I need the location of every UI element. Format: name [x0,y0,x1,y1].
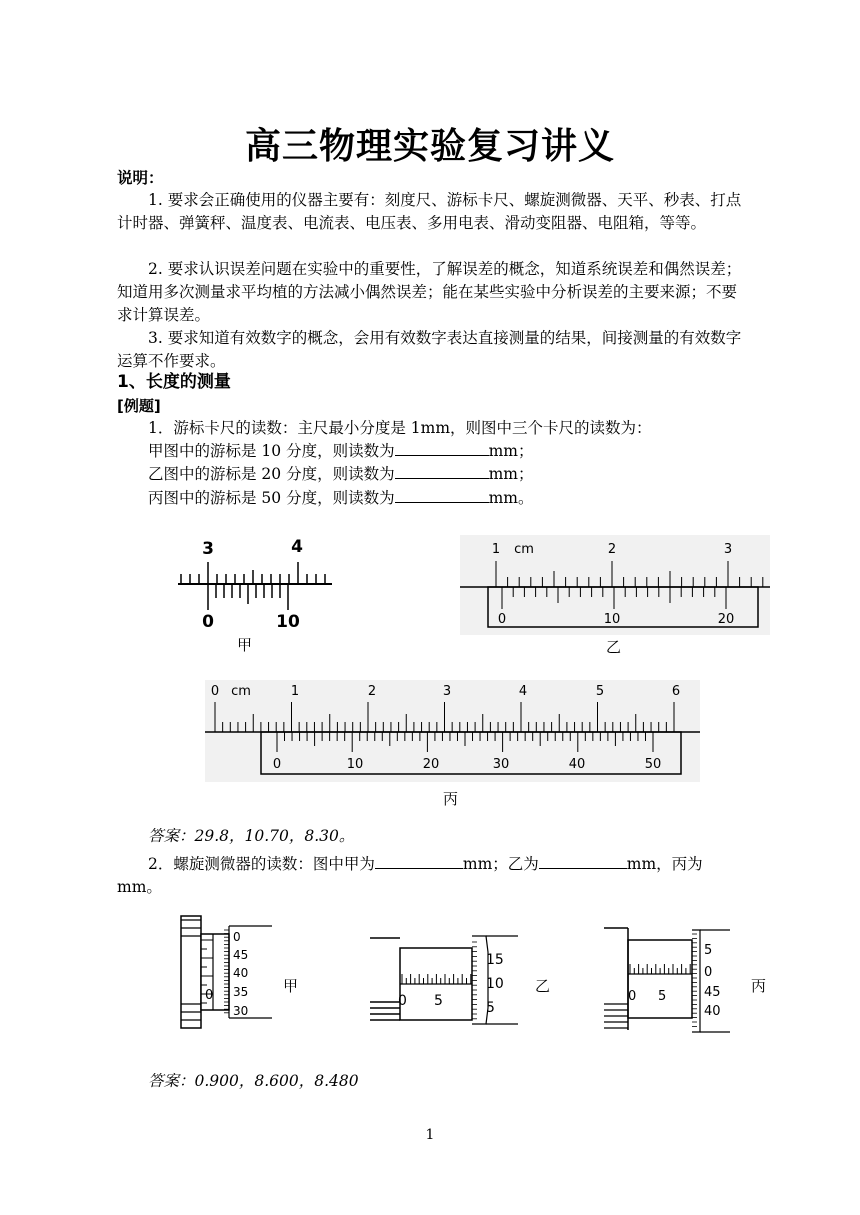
q1-line-yi: 乙图中的游标是 20 分度，则读数为 mm； [148,465,534,483]
thimble-label: 10 [486,976,504,992]
thimble-label: 0 [704,965,713,980]
vernier-label: 30 [492,757,510,772]
sleeve-label: 5 [434,993,443,1009]
thimble-label: 40 [704,1004,721,1019]
answer-blank[interactable] [395,441,489,456]
section-heading: 1、长度的测量 [117,372,231,392]
sleeve-label: 0 [628,989,637,1004]
intro-item-1: 1. 要求会正确使用的仪器主要有：刻度尺、游标卡尺、螺旋测微器、天平、秒表、打点计时器、弹簧秤、温度表、电流表、电压表、多用电表、滑动变阻器、电阻箱，等等。 [117,191,742,232]
page-number: 1 [425,1127,435,1143]
intro-item-3: 3. 要求知道有效数字的概念，会用有效数字表达直接测量的结果，间接测量的有效数字运算不作要求。 [117,329,742,370]
thimble-label: 0 [233,930,241,944]
figure-caption-mic-yi: 乙 [535,977,551,995]
vernier-label: 10 [276,612,300,632]
figure-caption-bing: 丙 [443,790,459,808]
vernier-label: 20 [717,612,735,627]
page-title: 高三物理实验复习讲义 [244,126,615,167]
answer-blank[interactable] [539,854,627,869]
sleeve-label: 0 [398,993,407,1009]
unit-label: cm [231,684,251,699]
caliper-figure-jia [170,530,340,635]
thimble-label: 30 [233,1004,249,1018]
thimble-label: 5 [704,943,713,958]
thimble-label: 5 [486,1000,495,1016]
figure-caption-yi: 乙 [606,638,622,656]
thimble-label: 45 [233,948,249,962]
main-scale-label: 0 [210,684,220,699]
unit-label: cm [514,542,534,557]
intro-heading: 说明： [117,169,164,187]
sleeve-label: 5 [658,989,667,1004]
intro-item-2: 2. 要求认识误差问题在实验中的重要性，了解误差的概念，知道系统误差和偶然误差；知道用多次测量求平均植的方法减小偶然误差；能在某些实验中分析误差的主要来源；不要求计算误差。 [117,260,742,324]
answer-blank[interactable] [395,464,489,479]
thimble-label: 45 [704,985,721,1000]
main-scale-label: 6 [671,684,681,699]
figure-caption-jia: 甲 [237,636,253,654]
q1-line-bing: 丙图中的游标是 50 分度，则读数为 mm。 [148,489,534,507]
example-label: [例题] [117,397,161,415]
main-scale-label: 1 [491,542,501,557]
vernier-label: 10 [346,757,364,772]
main-scale-label: 1 [290,684,300,699]
main-scale-label: 3 [202,539,214,559]
answer-blank[interactable] [395,488,489,503]
figure-caption-mic-jia: 甲 [283,977,299,995]
vernier-label: 20 [422,757,440,772]
micrometer-figure-bing [600,924,734,1036]
vernier-label: 50 [644,757,662,772]
q1-line-jia: 甲图中的游标是 10 分度，则读数为 mm； [148,442,534,460]
answer-blank[interactable] [375,854,463,869]
caliper-figure-bing [205,680,700,782]
q2-stem: 2．螺旋测微器的读数：图中甲为 mm；乙为 mm，丙为 [148,855,703,873]
q1-answer: 答案：29.8，10.70，8.30。 [148,827,355,845]
main-scale-label: 2 [607,542,617,557]
figure-caption-mic-bing: 丙 [751,977,767,995]
main-scale-label: 5 [595,684,605,699]
main-scale-label: 4 [291,537,303,557]
q2-answer: 答案：0.900，8.600，8.480 [148,1072,359,1090]
q1-stem: 1．游标卡尺的读数：主尺最小分度是 1mm，则图中三个卡尺的读数为： [148,419,652,437]
main-scale-label: 3 [723,542,733,557]
vernier-label: 0 [202,612,214,632]
vernier-label: 40 [568,757,586,772]
thimble-label: 40 [233,966,249,980]
q2-stem-end: mm。 [117,878,162,896]
sleeve-label: 0 [205,988,214,1003]
thimble-label: 35 [233,985,249,999]
main-scale-label: 3 [442,684,452,699]
main-scale-label: 4 [518,684,528,699]
vernier-label: 10 [603,612,621,627]
vernier-label: 0 [272,757,282,772]
caliper-figure-yi [460,535,770,635]
micrometer-figure-jia [176,912,280,1032]
vernier-label: 0 [497,612,507,627]
main-scale-label: 2 [367,684,377,699]
micrometer-figure-yi [368,932,520,1028]
thimble-label: 15 [486,952,504,968]
